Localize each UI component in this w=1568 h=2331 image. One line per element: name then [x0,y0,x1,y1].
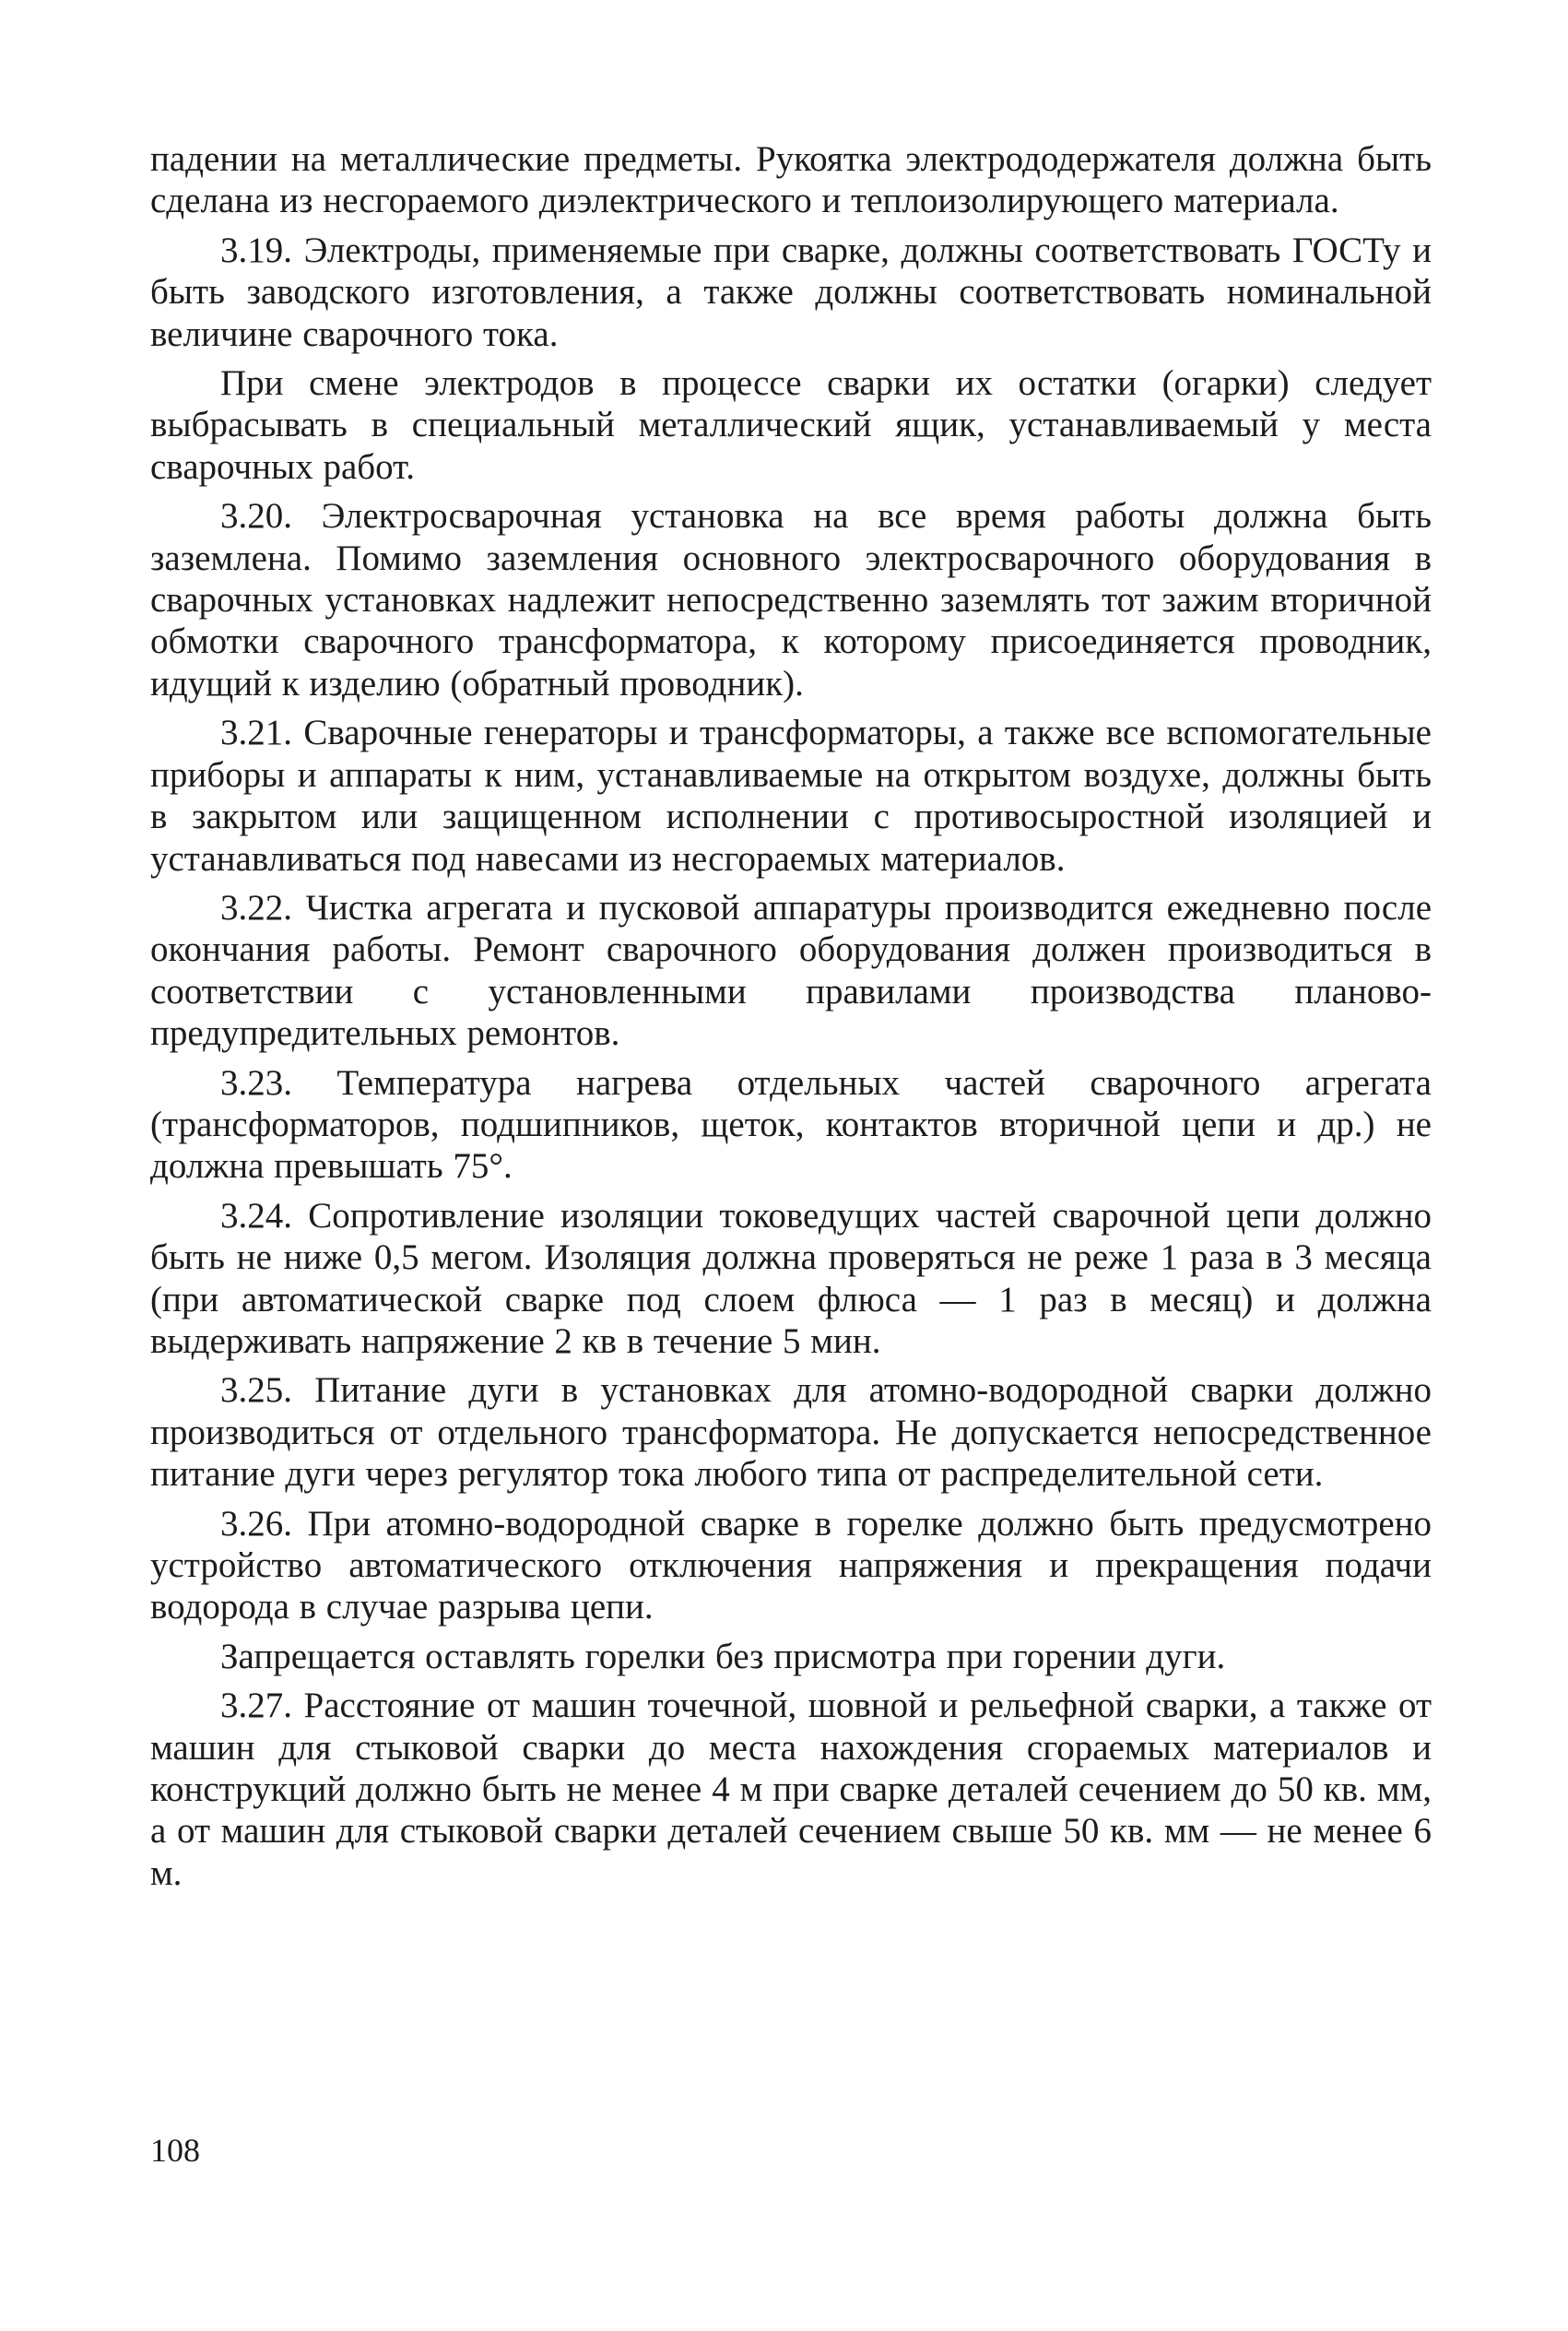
paragraph-3-25: 3.25. Питание дуги в установках для атомно-водородной сварки должно производиться от отдельного трансформатора. Не допускается непосредственное питание дуги через регулятор тока любого типа от распределительной сети. [150,1370,1432,1495]
paragraph-3-20: 3.20. Электросварочная установка на все время работы должна быть заземлена. Помимо заземления основного электросварочного оборудования в сварочных установках надлежит непосредственно заземлять тот зажим вторичной обмотки сварочного трансформатора, к которому присоединяется проводник, идущий к изделию (обратный проводник). [150,496,1432,704]
paragraph-3-21: 3.21. Сварочные генераторы и трансформаторы, а также все вспомогательные приборы и аппараты к ним, устанавливаемые на открытом воздухе, должны быть в закрытом или защищенном исполнении с противосыростной изоляцией и устанавливаться под навесами из несгораемых материалов. [150,713,1432,879]
paragraph-torch-supervision: Запрещается оставлять горелки без присмотра при горении дуги. [220,1636,1226,1676]
paragraph-3-24: 3.24. Сопротивление изоляции токоведущих частей сварочной цепи должно быть не ниже 0,5 мегом. Изоляция должна проверяться не реже 1 раза в 3 месяца (при автоматической сварке под слоем флюса — 1 раз в месяц) и должна выдерживать напряжение 2 кв в течение 5 мин. [150,1195,1432,1361]
paragraph-electrode-remnants: При смене электродов в процессе сварки их остатки (огарки) следует выбрасывать в специальный металлический ящик, устанавливаемый у места сварочных работ. [150,363,1432,487]
body-text [150,138,1432,1901]
paragraph-3-23: 3.23. Температура нагрева отдельных частей сварочного агрегата (трансформаторов, подшипников, щеток, контактов вторичной цепи и др.) не должна превышать 75°. [150,1062,1432,1187]
page-number: 108 [150,2132,200,2169]
paragraph-3-26: 3.26. При атомно-водородной сварке в горелке должно быть предусмотрено устройство автоматического отключения напряжения и прекращения подачи водорода в случае разрыва цепи. [150,1503,1432,1627]
paragraph-3-27: 3.27. Расстояние от машин точечной, шовной и рельефной сварки, а также от машин для стыковой сварки до места нахождения сгораемых материалов и конструкций должно быть не менее 4 м при сварке деталей сечением до 50 кв. мм, а от машин для стыковой сварки деталей сечением свыше 50 кв. мм — не менее 6 м. [150,1686,1432,1893]
paragraph-3-19: 3.19. Электроды, применяемые при сварке, должны соответствовать ГОСТу и быть заводского изготовления, а также должны соответствовать номинальной величине сварочного тока. [150,230,1432,354]
paragraph-3-22: 3.22. Чистка агрегата и пусковой аппаратуры производится ежедневно после окончания работы. Ремонт сварочного оборудования должен производиться в соответствии с установленными правилами производства планово-предупредительных ремонтов. [150,887,1432,1054]
paragraph-continuation: падении на металлические предметы. Рукоятка электрододержателя должна быть сделана из несгораемого диэлектрического и теплоизолирующего материала. [150,139,1432,221]
